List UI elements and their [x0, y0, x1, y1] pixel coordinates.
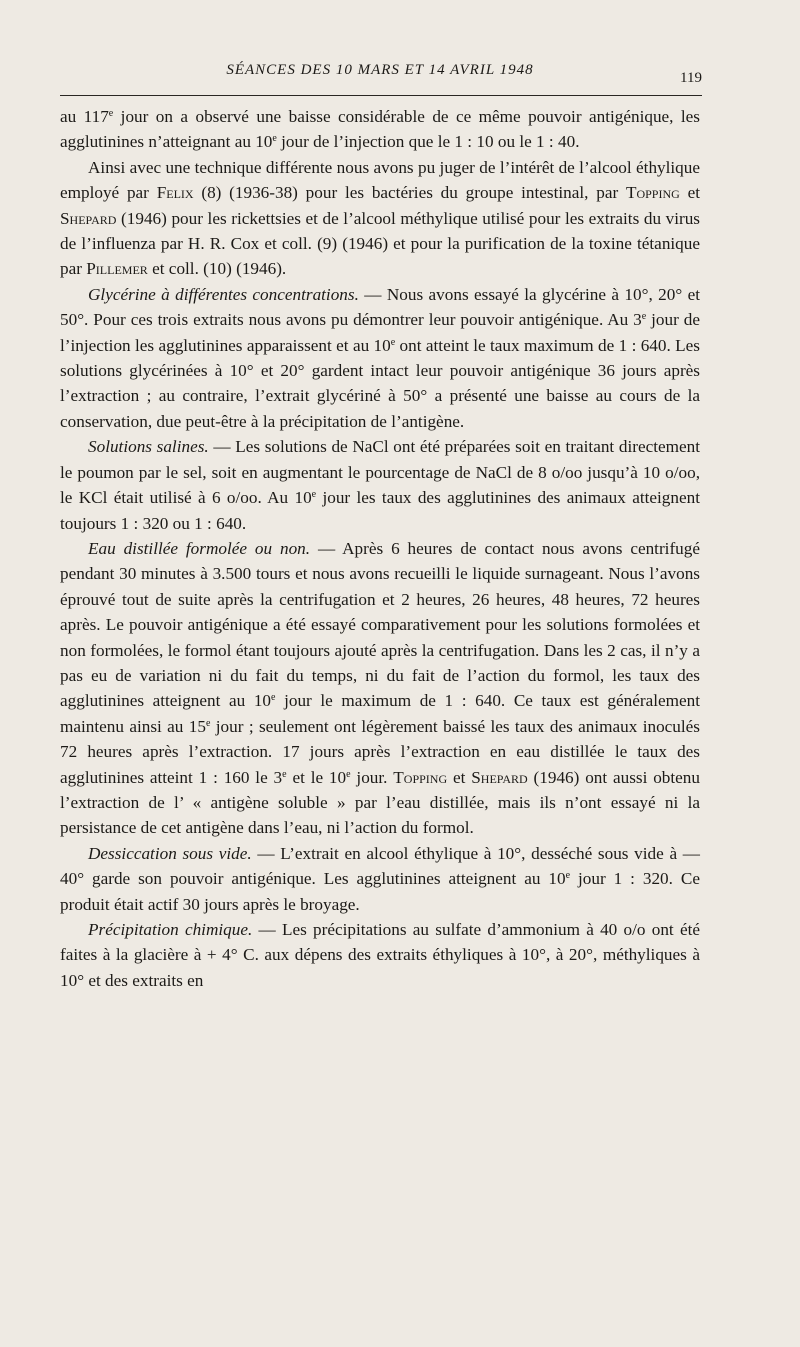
author-shepard: Shepard: [471, 767, 528, 787]
author-topping: Topping: [625, 183, 680, 203]
running-title: SÉANCES DES 10 MARS ET 14 AVRIL 1948: [226, 62, 534, 78]
paragraph-eau-distillee: Eau distillée formolée ou non. — Après 6 heures de contact nous avons centrifugé pendant 30 minutes à 3.500 tours et nous avons recueilli le liquide surnageant. Nous l’avons éprouvé tout de suite après la centrifugation et 2 heures, 26 heures, 48 heures, 72 heures après. Le pouvoir antigénique a été essayé comparativement pour les solutions formolées et non formolées, le formol étant toujours ajouté après la centrifugation. Dans les 2 cas, il n’y a pas eu de variation ni du fait du temps, ni du fait de l’action du formol, les taux des agglutinines atteignent au 10e jour le maximum de 1 : 640. Ce taux est généralement maintenu ainsi au 15e jour ; seulement ont légèrement baissé les taux des animaux inoculés 72 heures après l’extraction. 17 jours après l’extraction en eau distillée le taux des agglutinines atteint 1 : 160 le 3e et le 10e jour. Topping et Shepard (1946) ont aussi obtenu l’extraction de l’ « antigène soluble » par l’eau distillée, mais ils n’ont essayé ni la persistance de cet antigène dans l’eau, ni l’action du formol.: [60, 538, 700, 838]
paragraph-2: Ainsi avec une technique différente nous avons pu juger de l’intérêt de l’alcool éthylique employé par Felix (8) (1936-38) pour les bactéries du groupe intestinal, par Topping et Shepard (1946) pour les rickettsies et de l’alcool méthylique utilisé pour les extraits du virus de l’influenza par H. R. Cox et coll. (9) (1946) et pour la purification de la toxine tétanique par Pillemer et coll. (10) (1946).: [60, 157, 700, 279]
author-shepard: Shepard: [60, 208, 117, 228]
paragraph-glycerine: Glycérine à différentes concentrations. — Nous avons essayé la glycérine à 10°, 20° et 50°. Pour ces trois extraits nous avons pu démontrer leur pouvoir antigénique. Au 3e jour de l’injection les agglutinines apparaissent et au 10e ont atteint le taux maximum de 1 : 640. Les solutions glycérinées à 10° et 20° gardent intact leur pouvoir antigénique 36 jours après l’extraction ; au contraire, l’extrait glycériné à 50° a présenté une baisse au cours de la conservation, due peut-être à la précipitation de l’antigène.: [60, 284, 701, 431]
author-topping: Topping: [393, 767, 448, 787]
section-heading: Glycérine à différentes concentrations.: [88, 284, 359, 304]
paragraph-precipitation: Précipitation chimique. — Les précipitations au sulfate d’ammonium à 40 o/o ont été faites à la glacière à + 4° C. aux dépens des extraits éthyliques à 10°, à 20°, méthyliques à 10° et des extraits en: [60, 920, 700, 990]
author-felix: Felix: [156, 183, 194, 203]
paragraph-dessiccation: Dessiccation sous vide. — L’extrait en alcool éthylique à 10°, desséché sous vide à — 40° garde son pouvoir antigénique. Les agglutinines atteignent au 10e jour 1 : 320. Ce produit était actif 30 jours après le broyage.: [60, 843, 700, 914]
section-heading: Précipitation chimique.: [88, 920, 253, 939]
body-text: [60, 104, 700, 993]
author-pillemer: Pillemer: [86, 259, 148, 279]
paragraph-solutions-salines: Solutions salines. — Les solutions de NaCl ont été préparées soit en traitant directement le poumon par le sel, soit en augmentant le pourcentage de NaCl de 8 o/oo jusqu’à 10 o/oo, le KCl était utilisé à 6 o/oo. Au 10e jour les taux des agglutinines des animaux atteignent toujours 1 : 320 ou 1 : 640.: [60, 437, 700, 533]
paragraph-1: au 117e jour on a observé une baisse considérable de ce même pouvoir antigénique, les agglutinines n’atteignant au 10e jour de l’injection que le 1 : 10 ou le 1 : 40.: [60, 107, 700, 152]
section-heading: Eau distillée formolée ou non.: [88, 538, 311, 558]
section-heading: Dessiccation sous vide.: [88, 843, 252, 863]
running-header: [60, 62, 700, 90]
header-rule: [60, 95, 702, 96]
section-heading: Solutions salines.: [88, 437, 209, 457]
page-number: 119: [680, 70, 702, 86]
